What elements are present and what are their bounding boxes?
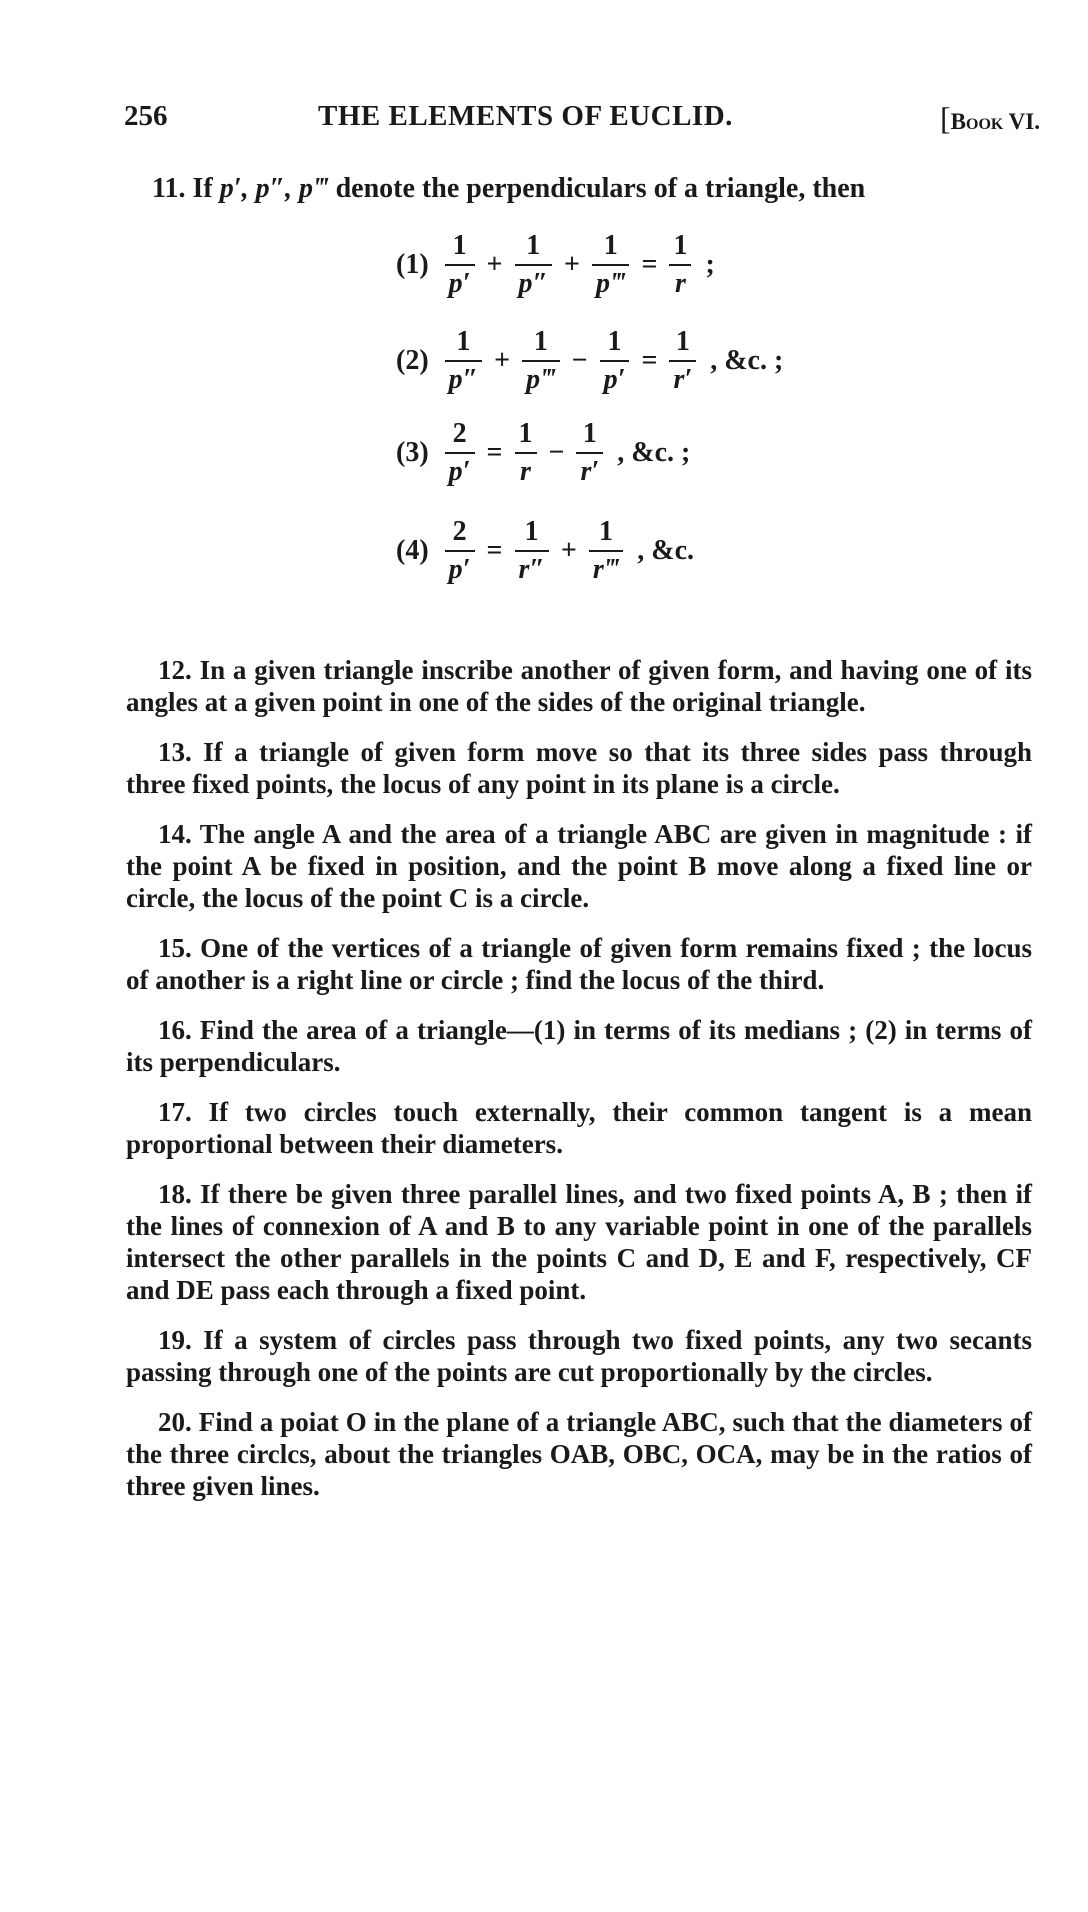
running-header: [124, 100, 1040, 140]
numerator: 1: [603, 230, 618, 261]
equation-3: [396, 420, 690, 486]
denominator: r: [520, 456, 531, 487]
equation-4: [396, 518, 694, 584]
fraction: [600, 328, 630, 394]
denominator: r″: [518, 554, 545, 585]
problem-18: 18. If there be given three parallel lines, and two fixed points A, B ; then if the lines of connexion of A and B to any variable point in one of the parallels intersect the other parallels in the points C and D, E and F, respectively, CF and DE pass each through a fixed point.: [126, 1179, 1032, 1305]
denominator: p′: [448, 456, 471, 487]
fraction: [445, 518, 475, 584]
equation-tail: , &c.: [637, 535, 695, 566]
problem-11-vars: p′, p″, p‴: [219, 173, 329, 204]
running-title: THE ELEMENTS OF EUCLID.: [318, 100, 733, 132]
fraction: [592, 232, 630, 298]
equation-2: [396, 328, 783, 394]
operator: =: [486, 535, 503, 566]
denominator: p″: [518, 268, 548, 299]
denominator: r: [675, 268, 686, 299]
operator: +: [494, 345, 511, 376]
denominator: p″: [448, 364, 479, 395]
fraction: [669, 328, 696, 394]
denominator: p′: [448, 268, 471, 299]
fraction: [515, 420, 537, 486]
page-number: 256: [124, 100, 168, 132]
numerator: 1: [518, 418, 533, 449]
problem-12: 12. In a given triangle inscribe another of given form, and having one of its angles at a given point in one of the sides of the original triangle.: [126, 655, 1032, 717]
operator: =: [641, 345, 658, 376]
denominator: p‴: [595, 268, 626, 299]
denominator: p‴: [526, 364, 556, 395]
problem-11-number: 11.: [152, 173, 186, 204]
equation-tail: , &c. ;: [710, 345, 784, 376]
equation-label: (4): [396, 535, 429, 566]
equation-label: (3): [396, 437, 429, 468]
fraction: [445, 232, 475, 298]
equation-1: [396, 232, 715, 298]
problem-13: 13. If a triangle of given form move so that its three sides pass through three fixed points, the locus of any point in its plane is a circle.: [126, 737, 1032, 799]
numerator: 1: [524, 516, 539, 547]
denominator: r′: [673, 364, 693, 395]
equation-tail: , &c. ;: [617, 437, 691, 468]
numerator: 1: [582, 418, 597, 449]
numerator: 1: [452, 230, 467, 261]
fraction: [515, 518, 549, 584]
denominator: p′: [448, 554, 471, 585]
fraction: [515, 232, 552, 298]
operator: +: [563, 249, 580, 280]
equation-label: (1): [396, 249, 429, 280]
fraction: [445, 328, 482, 394]
operator: +: [560, 535, 577, 566]
operator: =: [486, 437, 503, 468]
fraction: [576, 420, 603, 486]
numerator: 1: [673, 230, 688, 261]
operator: −: [548, 437, 565, 468]
numerator: 1: [599, 516, 614, 547]
numerator: 1: [456, 326, 471, 357]
denominator: r′: [580, 456, 600, 487]
fraction: [589, 518, 623, 584]
problem-list: [126, 654, 1032, 1520]
problem-11-text-after: denote the perpendiculars of a triangle, then: [328, 173, 866, 204]
problem-19: 19. If a system of circles pass through two fixed points, any two secants passing through one of the points are cut proportionally by the circles.: [126, 1325, 1032, 1387]
numerator: 1: [607, 326, 622, 357]
problem-17: 17. If two circles touch externally, their common tangent is a mean proportional between their diameters.: [126, 1097, 1032, 1159]
book-label: [Book VI.: [940, 100, 1040, 136]
fraction: [522, 328, 560, 394]
operator: +: [486, 249, 503, 280]
numerator: 1: [675, 326, 690, 357]
operator: =: [641, 249, 658, 280]
numerator: 2: [452, 516, 467, 547]
book-label-text: Book VI.: [950, 109, 1040, 134]
equation-label: (2): [396, 345, 429, 376]
problem-11-text-before: If: [192, 173, 220, 204]
denominator: p′: [603, 364, 626, 395]
problem-20: 20. Find a poiat O in the plane of a triangle ABC, such that the diameters of the three circlcs, about the triangles OAB, OBC, OCA, may be in the ratios of three given lines.: [126, 1407, 1032, 1501]
fraction: [445, 420, 475, 486]
operator: −: [571, 345, 588, 376]
problem-14: 14. The angle A and the area of a triangle ABC are given in magnitude : if the point A be fixed in position, and the point B move along a fixed line or circle, the locus of the point C is a circle.: [126, 819, 1032, 913]
problem-11-intro: [152, 172, 1032, 206]
problem-16: 16. Find the area of a triangle—(1) in terms of its medians ; (2) in terms of its perpendiculars.: [126, 1015, 1032, 1077]
denominator: r‴: [592, 554, 620, 585]
equation-tail: ;: [705, 249, 715, 280]
problem-15: 15. One of the vertices of a triangle of given form remains fixed ; the locus of another is a right line or circle ; find the locus of the third.: [126, 933, 1032, 995]
fraction: [669, 232, 691, 298]
numerator: 1: [533, 326, 548, 357]
numerator: 1: [526, 230, 541, 261]
numerator: 2: [452, 418, 467, 449]
